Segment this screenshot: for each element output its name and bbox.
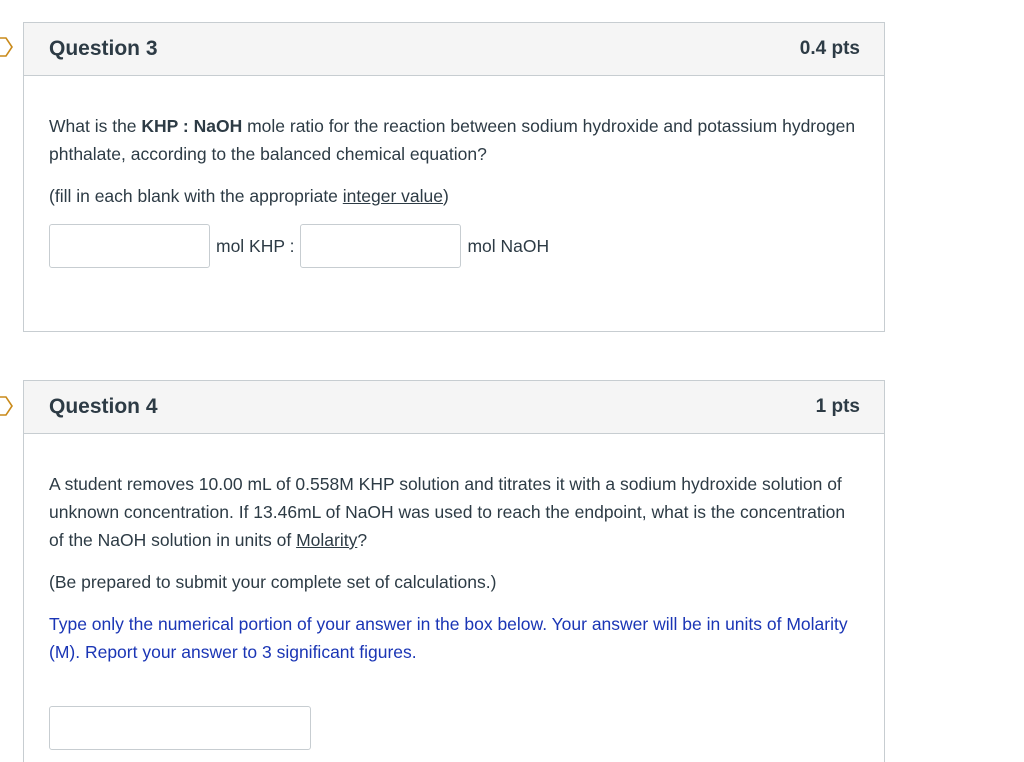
naoh-molarity-input[interactable] xyxy=(49,706,311,750)
question-title: Question 4 xyxy=(49,395,158,418)
question-body xyxy=(24,76,884,268)
question-points: 0.4 pts xyxy=(799,38,860,59)
flag-question-icon[interactable] xyxy=(0,396,14,416)
answer-instruction: Type only the numerical portion of your answer in the box below. Your answer will be in units of Molarity (M). Report your answer to 3 significant figures. xyxy=(49,614,848,662)
question-text xyxy=(49,470,860,554)
question-header xyxy=(24,23,884,76)
question-points: 1 pts xyxy=(815,396,860,417)
flag-question-icon[interactable] xyxy=(0,37,14,57)
question-title: Question 3 xyxy=(49,37,158,60)
question-3 xyxy=(23,22,885,332)
question-text-part: A student removes 10.00 mL of 0.558M KHP solution and titrates it with a sodium hydroxide solution of unknown concentration. If 13.46mL of NaOH was used to reach the endpoint, what is the concentration of the NaOH solution in units of xyxy=(49,474,846,550)
ratio-answer-row xyxy=(49,224,860,268)
naoh-moles-input[interactable] xyxy=(300,224,461,268)
question-instruction xyxy=(49,182,860,210)
molarity-link[interactable]: Molarity xyxy=(296,530,358,550)
question-text-bold: KHP : NaOH xyxy=(141,116,243,136)
question-4 xyxy=(23,380,885,762)
integer-value-link[interactable]: integer value xyxy=(342,186,443,206)
instruction-text-part: (fill in each blank with the appropriate xyxy=(49,186,343,206)
naoh-unit-label: mol NaOH xyxy=(467,236,550,256)
question-text-part: What is the xyxy=(49,116,142,136)
question-note: (Be prepared to submit your complete set of calculations.) xyxy=(49,572,497,592)
question-text-part: mole ratio for the reaction between sodium hydroxide and potassium hydrogen phthalate, according to the balanced chemical equation? xyxy=(49,116,856,164)
question-text-part: ? xyxy=(357,530,368,550)
khp-unit-label: mol KHP : xyxy=(216,236,295,256)
instruction-text-part: ) xyxy=(443,186,449,206)
question-body xyxy=(24,434,884,750)
khp-moles-input[interactable] xyxy=(49,224,210,268)
question-text xyxy=(49,112,860,168)
question-header xyxy=(24,381,884,434)
